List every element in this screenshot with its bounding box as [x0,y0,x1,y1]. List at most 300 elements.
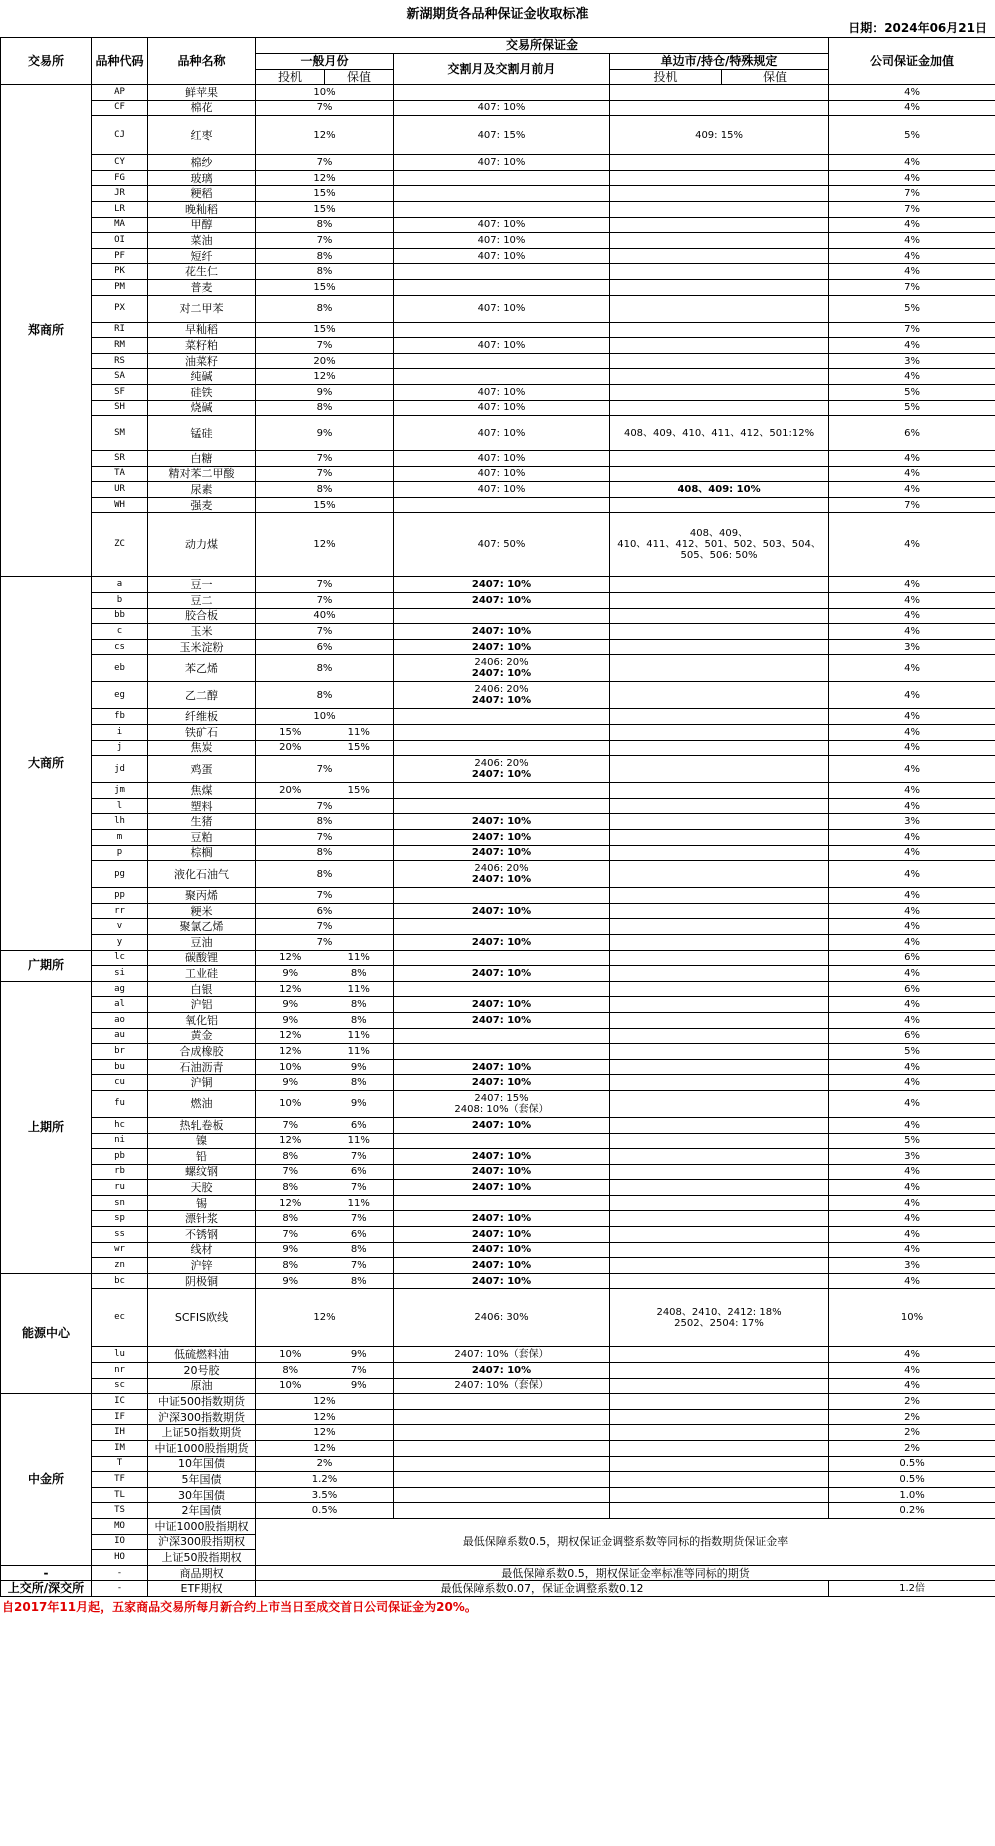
product-code: rb [92,1164,148,1180]
product-name: 工业硅 [148,966,256,982]
table-row [1,1044,995,1060]
company-add-margin: 5% [829,1044,995,1060]
company-add-margin: 1.0% [829,1487,995,1503]
hedge-margin: 8% [325,1075,394,1091]
general-margin: 8% [256,400,394,416]
delivery-margin [394,170,610,186]
special-margin [610,919,829,935]
product-name: 甲醇 [148,217,256,233]
company-add-margin: 6% [829,416,995,451]
special-margin [610,1059,829,1075]
delivery-margin: 2407: 10% [394,593,610,609]
delivery-margin [394,279,610,295]
special-margin [610,709,829,725]
product-name: ETF期权 [148,1581,256,1597]
delivery-margin: 2407: 10% [394,903,610,919]
table-row [1,233,995,249]
delivery-margin [394,950,610,966]
table-row [1,1581,995,1597]
table-row [1,577,995,593]
product-name: 上证50指数期货 [148,1425,256,1441]
company-add-margin: 4% [829,513,995,577]
special-margin [610,798,829,814]
hedge-margin: 9% [325,1090,394,1117]
company-add-margin: 4% [829,1180,995,1196]
product-name: 线材 [148,1242,256,1258]
special-margin [610,353,829,369]
product-name: 晚籼稻 [148,201,256,217]
margin-table-wrapper [0,37,995,1597]
special-margin [610,966,829,982]
delivery-margin: 2407: 10% [394,1117,610,1133]
special-margin [610,593,829,609]
table-row [1,1503,995,1519]
general-margin: 1.2% [256,1472,394,1488]
company-add-margin: 4% [829,845,995,861]
special-margin [610,1503,829,1519]
product-name: 红枣 [148,116,256,155]
special-margin [610,1487,829,1503]
company-add-margin: 4% [829,1075,995,1091]
general-margin: 8% [256,861,394,888]
product-code: CJ [92,116,148,155]
special-margin [610,783,829,799]
company-add-margin: 0.2% [829,1503,995,1519]
product-code: RI [92,322,148,338]
special-margin [610,233,829,249]
special-margin [610,100,829,116]
special-margin [610,1028,829,1044]
general-margin: 8% [256,295,394,322]
general-margin: 9% [256,384,394,400]
product-code: br [92,1044,148,1060]
speculation-margin: 7% [256,1117,325,1133]
special-margin [610,1164,829,1180]
product-name: 棉纱 [148,155,256,171]
table-row [1,903,995,919]
special-margin [610,513,829,577]
special-margin: 408、409: 10% [610,482,829,498]
header-exchange: 交易所 [1,38,92,85]
product-name: 20号胶 [148,1363,256,1379]
product-name: 精对苯二甲酸 [148,466,256,482]
special-margin [610,322,829,338]
company-add-margin: 4% [829,233,995,249]
product-code: ZC [92,513,148,577]
company-add-margin: 0.5% [829,1456,995,1472]
delivery-margin [394,740,610,756]
delivery-margin [394,369,610,385]
general-margin: 8% [256,814,394,830]
delivery-margin [394,322,610,338]
product-name: 强麦 [148,497,256,513]
delivery-margin: 407: 15% [394,116,610,155]
product-code: RS [92,353,148,369]
product-name: 鸡蛋 [148,756,256,783]
product-code: MA [92,217,148,233]
company-add-margin: 4% [829,264,995,280]
header-special: 单边市/持仓/特殊规定 [610,54,829,70]
speculation-margin: 20% [256,740,325,756]
product-name: 花生仁 [148,264,256,280]
company-add-margin: 10% [829,1289,995,1347]
delivery-margin: 2407: 10% [394,577,610,593]
company-add-margin: 4% [829,451,995,467]
hedge-margin: 11% [325,950,394,966]
product-code: bu [92,1059,148,1075]
hedge-margin: 8% [325,966,394,982]
special-margin [610,1394,829,1410]
delivery-margin [394,1133,610,1149]
delivery-margin: 2406: 30% [394,1289,610,1347]
general-margin: 7% [256,466,394,482]
company-add-margin: 4% [829,709,995,725]
special-margin [610,155,829,171]
special-margin [610,1044,829,1060]
delivery-margin [394,353,610,369]
header-general-month: 一般月份 [256,54,394,70]
product-name: 中证1000股指期货 [148,1441,256,1457]
table-row [1,1565,995,1581]
delivery-margin: 407: 10% [394,384,610,400]
product-code: T [92,1456,148,1472]
table-row [1,1242,995,1258]
general-margin: 40% [256,608,394,624]
company-add-margin: 4% [829,155,995,171]
company-add-margin: 4% [829,1117,995,1133]
document-title: 新湖期货各品种保证金收取标准 [406,7,589,22]
product-name: 燃油 [148,1090,256,1117]
special-margin-line: 410、411、412、501、502、503、504、 [617,539,821,551]
margin-table [0,37,995,1597]
general-margin: 15% [256,322,394,338]
table-row [1,369,995,385]
special-margin [610,1195,829,1211]
company-add-margin: 3% [829,353,995,369]
hedge-margin: 15% [325,783,394,799]
speculation-margin: 12% [256,981,325,997]
product-code: bb [92,608,148,624]
special-margin [610,295,829,322]
product-code: - [92,1565,148,1581]
speculation-margin: 12% [256,1028,325,1044]
product-code: PM [92,279,148,295]
general-margin: 8% [256,217,394,233]
table-row [1,466,995,482]
hedge-margin: 8% [325,997,394,1013]
product-code: l [92,798,148,814]
product-code: jm [92,783,148,799]
table-row [1,1409,995,1425]
speculation-margin: 10% [256,1347,325,1363]
special-margin-line: 505、506: 50% [680,550,758,562]
product-name: 焦炭 [148,740,256,756]
product-code: eg [92,682,148,709]
company-add-margin: 4% [829,1164,995,1180]
product-code: WH [92,497,148,513]
header-code: 品种代码 [92,38,148,85]
product-code: y [92,934,148,950]
product-name: 动力煤 [148,513,256,577]
delivery-margin [394,756,610,783]
company-add-margin: 4% [829,482,995,498]
company-add-margin: 4% [829,100,995,116]
product-code: ag [92,981,148,997]
product-name: 石油沥青 [148,1059,256,1075]
special-margin [610,861,829,888]
commodity-options-rule: 最低保障系数0.5，期权保证金率标准等同标的期货 [256,1565,995,1581]
special-margin [610,1456,829,1472]
table-row [1,830,995,846]
special-margin [610,1258,829,1274]
company-add-margin: 7% [829,279,995,295]
company-add-margin: 0.5% [829,1472,995,1488]
notes [0,1598,995,1615]
general-margin: 20% [256,353,394,369]
table-row [1,1441,995,1457]
delivery-margin [394,798,610,814]
product-name: 锡 [148,1195,256,1211]
product-code: zn [92,1258,148,1274]
hedge-margin: 7% [325,1180,394,1196]
delivery-margin: 407: 10% [394,248,610,264]
table-row [1,934,995,950]
table-row [1,709,995,725]
product-code: j [92,740,148,756]
special-margin [610,1441,829,1457]
table-row [1,497,995,513]
table-row [1,85,995,101]
general-margin: 7% [256,756,394,783]
product-code: CY [92,155,148,171]
special-margin [610,903,829,919]
product-code: IF [92,1409,148,1425]
product-code: jd [92,756,148,783]
speculation-margin: 10% [256,1090,325,1117]
table-row [1,248,995,264]
product-name: 上证50股指期权 [148,1550,256,1566]
exchange-cell: 能源中心 [1,1273,92,1393]
special-margin [610,577,829,593]
speculation-margin: 7% [256,1164,325,1180]
company-add-margin: 4% [829,725,995,741]
company-add-margin: 4% [829,1195,995,1211]
product-name: 聚丙烯 [148,888,256,904]
company-add-margin: 4% [829,997,995,1013]
general-margin: 7% [256,155,394,171]
speculation-margin: 8% [256,1258,325,1274]
product-code: c [92,624,148,640]
special-margin [610,279,829,295]
delivery-margin: 407: 10% [394,451,610,467]
company-add-margin: 3% [829,814,995,830]
special-margin [610,756,829,783]
company-add-margin: 4% [829,248,995,264]
company-add-margin: 4% [829,217,995,233]
speculation-margin: 8% [256,1211,325,1227]
product-name: 纤维板 [148,709,256,725]
product-code: TF [92,1472,148,1488]
delivery-margin [394,1090,610,1117]
special-margin [610,655,829,682]
delivery-margin [394,981,610,997]
table-row [1,1289,995,1347]
header-name: 品种名称 [148,38,256,85]
delivery-margin: 2407: 10% [394,639,610,655]
hedge-margin: 11% [325,1028,394,1044]
company-add-margin: 4% [829,1090,995,1117]
general-margin: 2% [256,1456,394,1472]
table-row [1,1012,995,1028]
company-add-margin: 7% [829,201,995,217]
table-row [1,997,995,1013]
table-row [1,1363,995,1379]
general-margin: 10% [256,709,394,725]
product-code: SR [92,451,148,467]
speculation-margin: 20% [256,783,325,799]
special-margin-line: 2408、2410、2412: 18% [656,1306,782,1318]
product-name: 铅 [148,1149,256,1165]
product-name: 豆一 [148,577,256,593]
special-margin [610,1409,829,1425]
company-add-margin: 6% [829,950,995,966]
table-row [1,451,995,467]
delivery-margin [394,497,610,513]
special-margin [610,400,829,416]
product-name: 原油 [148,1378,256,1394]
general-margin: 7% [256,451,394,467]
table-row [1,845,995,861]
product-name: 沪铝 [148,997,256,1013]
product-code: CF [92,100,148,116]
product-code: SM [92,416,148,451]
company-add-margin: 4% [829,577,995,593]
table-row [1,1090,995,1117]
general-margin: 9% [256,416,394,451]
special-margin [610,1347,829,1363]
company-add-margin: 4% [829,783,995,799]
general-margin: 15% [256,279,394,295]
general-margin: 12% [256,1441,394,1457]
hedge-margin: 7% [325,1363,394,1379]
delivery-margin-line: 2406: 20% [474,758,529,770]
product-code: b [92,593,148,609]
table-row [1,639,995,655]
general-margin: 7% [256,593,394,609]
company-add-margin: 4% [829,338,995,354]
table-row [1,1059,995,1075]
special-margin [610,1242,829,1258]
table-row [1,608,995,624]
general-margin: 12% [256,513,394,577]
company-add-margin: 4% [829,903,995,919]
special-margin [610,1090,829,1117]
delivery-margin [394,1195,610,1211]
exchange-cell: 上交所/深交所 [1,1581,92,1597]
company-add-margin: 5% [829,1133,995,1149]
special-margin [610,248,829,264]
special-margin [610,217,829,233]
delivery-margin: 2407: 10% [394,845,610,861]
table-row [1,1211,995,1227]
product-name: 沪深300指数期货 [148,1409,256,1425]
product-code: fu [92,1090,148,1117]
product-code: cs [92,639,148,655]
delivery-margin [394,1441,610,1457]
table-row [1,798,995,814]
special-margin [610,1180,829,1196]
delivery-margin [394,709,610,725]
table-row [1,186,995,202]
delivery-margin: 407: 10% [394,416,610,451]
product-name: 粳米 [148,903,256,919]
product-name: 粳稻 [148,186,256,202]
product-name: 沪锌 [148,1258,256,1274]
product-code: SA [92,369,148,385]
product-name: 乙二醇 [148,682,256,709]
table-row [1,1456,995,1472]
delivery-margin [394,1456,610,1472]
product-code: MO [92,1518,148,1534]
special-margin [610,624,829,640]
special-margin: 408、409、410、411、412、501:12% [610,416,829,451]
product-name: 黄金 [148,1028,256,1044]
speculation-margin: 12% [256,1044,325,1060]
company-add-margin: 4% [829,1012,995,1028]
speculation-margin: 7% [256,1227,325,1243]
general-margin: 7% [256,934,394,950]
header-company-add: 公司保证金加值 [829,38,995,85]
special-margin [610,1363,829,1379]
company-add-margin: 2% [829,1425,995,1441]
special-margin [610,170,829,186]
table-row [1,1347,995,1363]
delivery-margin: 2407: 10% [394,1149,610,1165]
special-margin [610,1227,829,1243]
company-add-margin: 6% [829,1028,995,1044]
etf-company-add: 1.2倍 [829,1581,995,1597]
product-name: 对二甲苯 [148,295,256,322]
product-code: - [92,1581,148,1597]
special-margin [610,1472,829,1488]
special-margin [610,384,829,400]
product-name: 2年国债 [148,1503,256,1519]
hedge-margin: 6% [325,1117,394,1133]
special-margin [610,201,829,217]
table-row [1,966,995,982]
general-margin: 8% [256,482,394,498]
company-add-margin: 4% [829,655,995,682]
hedge-margin: 7% [325,1149,394,1165]
delivery-margin: 407: 50% [394,513,610,577]
product-name: 菜籽粕 [148,338,256,354]
company-add-margin: 4% [829,170,995,186]
table-row [1,170,995,186]
product-code: TA [92,466,148,482]
table-row [1,1149,995,1165]
product-code: JR [92,186,148,202]
product-name: 生猪 [148,814,256,830]
hedge-margin: 11% [325,1044,394,1060]
product-code: OI [92,233,148,249]
table-row [1,1164,995,1180]
speculation-margin: 9% [256,966,325,982]
delivery-margin: 407: 10% [394,295,610,322]
delivery-margin: 407: 10% [394,400,610,416]
delivery-margin: 407: 10% [394,466,610,482]
company-add-margin: 4% [829,1273,995,1289]
special-margin-line: 2502、2504: 17% [674,1317,764,1329]
